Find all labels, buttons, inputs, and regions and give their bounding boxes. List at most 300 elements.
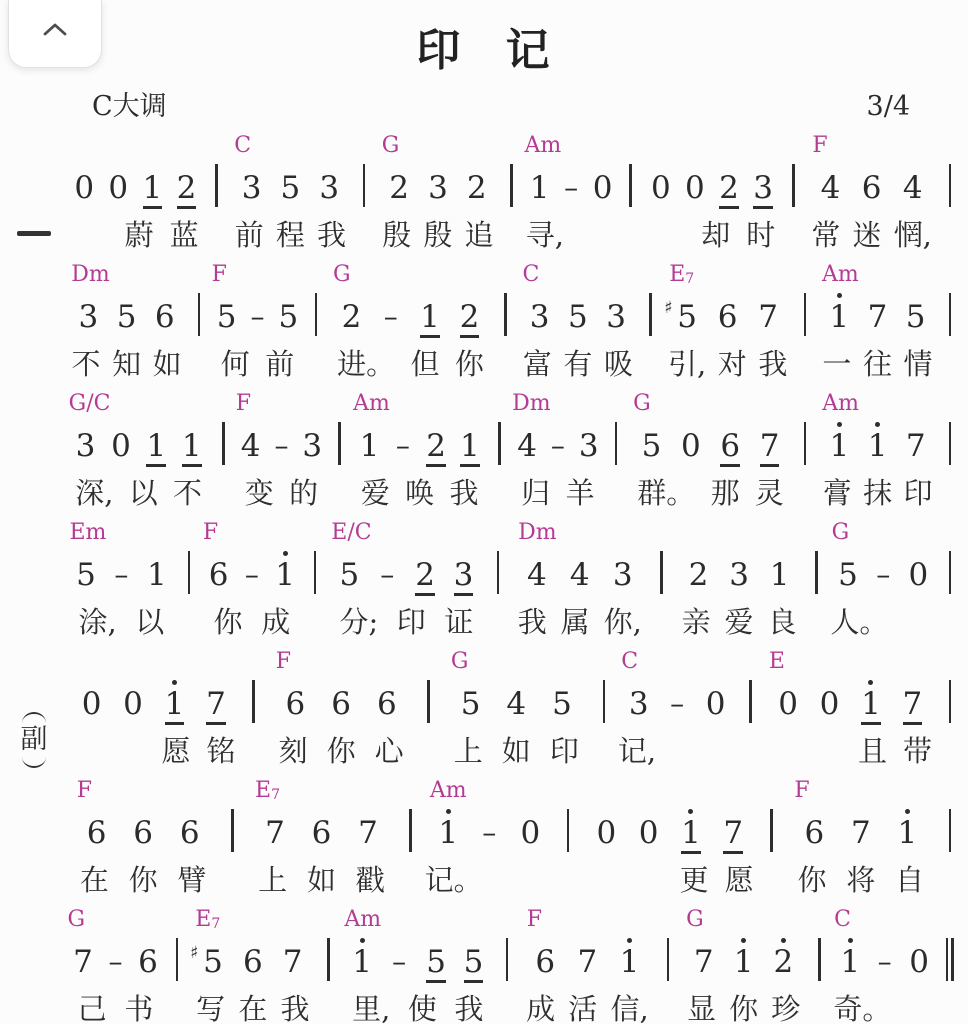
notes-row: [322, 288, 500, 338]
eighth-underline: [438, 851, 458, 854]
eighth-underline: [165, 722, 185, 725]
barline-mark: [818, 933, 821, 983]
barline: [598, 648, 610, 774]
note: [464, 935, 484, 983]
note: [360, 419, 380, 467]
note: [243, 935, 263, 983]
octave-dot: [172, 680, 177, 685]
bar-stroke: [188, 551, 191, 594]
note: [342, 290, 362, 338]
note-number: 6: [861, 170, 882, 206]
note-number: –: [670, 687, 685, 720]
note: [829, 290, 849, 338]
note-number: 6: [179, 815, 200, 851]
lyrics-row: [518, 209, 625, 258]
barline: [492, 519, 504, 645]
measure: [60, 261, 193, 387]
measure: [674, 906, 814, 1024]
bar-stroke: [338, 422, 341, 465]
notes-row: [822, 546, 944, 596]
note-number: 7: [758, 299, 779, 335]
barline-mark: [949, 159, 952, 209]
eighth-underline: [467, 206, 487, 209]
octave-dot: [360, 938, 365, 943]
barline: [423, 648, 435, 774]
measure: [417, 777, 562, 903]
lyric-syllable: 带: [902, 734, 932, 768]
chord-label: Dm: [518, 520, 557, 545]
note: [830, 419, 850, 467]
chord-label: G: [450, 649, 469, 674]
note-number: 6: [242, 944, 263, 980]
bar-stroke: [949, 293, 952, 336]
notes-row: [60, 417, 217, 467]
eighth-underline: [133, 851, 153, 854]
bar-stroke: [615, 422, 618, 465]
eighth-underline: [734, 980, 754, 983]
bar-stroke: [792, 164, 795, 207]
chord-label: C: [621, 649, 639, 674]
bar-stroke: [409, 809, 412, 852]
barline: [813, 906, 825, 1024]
lyric-syllable: 引,: [668, 347, 707, 381]
lyric-syllable: 人。: [830, 605, 889, 639]
notes-row: [195, 546, 309, 596]
barline-mark: [815, 546, 818, 596]
eighth-underline: [770, 593, 790, 596]
note: [209, 548, 229, 596]
chord-label: [668, 519, 811, 546]
note-number: 7: [358, 815, 378, 851]
note: [177, 161, 197, 209]
system-content: [60, 390, 956, 516]
note-number: 5: [463, 944, 484, 980]
barline: [944, 390, 956, 516]
note-number: 2: [341, 299, 362, 335]
eighth-underline: [774, 980, 794, 983]
barline: [944, 132, 956, 258]
barline: [656, 519, 668, 645]
note-number: 1: [619, 944, 640, 980]
notes-row: [574, 804, 766, 854]
bar-stroke: [567, 809, 570, 852]
lyrics-row: [417, 854, 562, 903]
lyric-syllable: 如: [152, 347, 182, 381]
barline: [193, 261, 205, 387]
lyric-syllable: 己: [77, 992, 107, 1024]
bar-stroke: [949, 680, 952, 723]
system-content: [60, 132, 956, 258]
eighth-underline: [668, 722, 687, 725]
lyric-syllable: 对: [717, 347, 747, 381]
lyric-syllable: 深,: [75, 476, 114, 510]
measure: [610, 648, 745, 774]
note: [190, 935, 223, 983]
key-label: C大调: [92, 91, 167, 122]
note: [460, 419, 480, 467]
bar-stroke: [804, 293, 807, 336]
chord-label: Am: [344, 907, 382, 932]
note-number: 3: [729, 557, 749, 593]
eighth-underline: [242, 593, 261, 596]
lyric-syllable: 殷: [423, 218, 453, 252]
note-number: –: [383, 300, 398, 333]
note-number: 3: [453, 557, 474, 593]
eighth-underline: [548, 464, 567, 467]
bar-stroke: [327, 938, 330, 981]
barline-mark: [222, 417, 225, 467]
notes-row: [60, 933, 171, 983]
note-number: 1: [438, 815, 459, 851]
barline-mark: [176, 933, 179, 983]
chord-label: F: [794, 778, 810, 803]
lyric-syllable: 如: [306, 863, 336, 897]
eighth-underline: [578, 980, 598, 983]
lyric-syllable: 却: [701, 218, 731, 252]
note: [217, 290, 237, 338]
note-number: –: [564, 171, 579, 204]
barline: [562, 777, 574, 903]
barline: [625, 132, 637, 258]
sustain-dash: [242, 548, 261, 596]
chord-label: $E_7$: [195, 907, 221, 932]
eighth-underline: [830, 464, 850, 467]
note-number: 5: [677, 299, 697, 335]
lyric-syllable: 不: [173, 476, 203, 510]
chord-label: G/C: [68, 391, 111, 416]
lyrics-row: [60, 854, 226, 903]
bar-stroke: [504, 293, 507, 336]
sharp-icon: ♯: [190, 943, 199, 963]
notes-row: [811, 288, 944, 338]
system-content: [60, 648, 956, 774]
lyric-syllable: 吸: [603, 347, 633, 381]
lyric-syllable: 印: [903, 476, 933, 510]
lyrics-row: [637, 209, 788, 258]
octave-dot: [905, 809, 910, 814]
eighth-underline: [480, 851, 499, 854]
eighth-underline: [286, 722, 306, 725]
lyric-syllable: 你: [326, 734, 356, 768]
note-number: 6: [133, 815, 154, 851]
lyrics-row: [513, 983, 662, 1024]
note: [111, 419, 131, 467]
lyric-syllable: 分;: [339, 605, 379, 639]
measure: [435, 648, 598, 774]
barline-mark: [770, 804, 773, 854]
lyric-syllable: 你,: [603, 605, 642, 639]
note-number: –: [274, 429, 289, 462]
lyrics-row: [346, 467, 494, 516]
barline-mark: [629, 159, 632, 209]
chord-extension: 7: [271, 787, 281, 803]
note: [146, 419, 166, 467]
notes-row: [229, 417, 333, 467]
barline-mark: [949, 417, 952, 467]
eighth-underline: [723, 851, 743, 854]
eighth-underline: [820, 722, 840, 725]
lyric-syllable: 你: [454, 347, 484, 381]
eighth-underline: [111, 464, 131, 467]
lyric-syllable: 爱: [360, 476, 390, 510]
note-number: 5: [116, 299, 137, 335]
barline-mark: [252, 675, 255, 725]
sustain-dash: [875, 935, 894, 983]
note: [460, 290, 480, 338]
note: [718, 290, 738, 338]
note-number: 6: [311, 815, 332, 851]
notes-row: [60, 159, 211, 209]
lyrics-row: [60, 596, 183, 645]
note-number: 5: [76, 557, 96, 593]
lyric-syllable: 奇。: [833, 992, 892, 1024]
barline-mark: [497, 546, 500, 596]
note: [517, 419, 537, 467]
eighth-underline: [579, 464, 599, 467]
note: [620, 935, 640, 983]
note: [606, 290, 626, 338]
lyric-syllable: 程: [275, 218, 305, 252]
measure: [229, 390, 333, 516]
lyric-syllable: 良: [767, 605, 797, 639]
lyric-syllable: 羊: [565, 476, 595, 510]
bar-stroke: [215, 164, 218, 207]
notes-row: [335, 933, 501, 983]
system-4: [8, 519, 956, 645]
lyric-syllable: 知: [112, 347, 142, 381]
eighth-underline: [420, 335, 440, 338]
note-number: 5: [838, 557, 858, 593]
note: [906, 290, 926, 338]
octave-dot: [875, 422, 880, 427]
note-number: 1: [146, 428, 167, 464]
barline-mark: [603, 675, 606, 725]
sustain-dash: [378, 548, 397, 596]
note-number: 4: [569, 557, 590, 593]
lyric-syllable: 显: [686, 992, 716, 1024]
lyric-syllable: 印: [549, 734, 579, 768]
system-content: [60, 906, 956, 1024]
eighth-underline: [217, 335, 237, 338]
barline: [644, 261, 656, 387]
note-number: 0: [74, 170, 95, 206]
eighth-underline: [265, 851, 285, 854]
notes-row: [811, 417, 944, 467]
lyric-syllable: 记。: [424, 863, 483, 897]
note-number: 2: [719, 170, 739, 206]
note: [681, 806, 701, 854]
notes-row: [417, 804, 562, 854]
system-content: [60, 519, 956, 645]
chord-label: $E_7$: [669, 262, 695, 287]
note-number: 4: [902, 170, 923, 206]
note: [180, 806, 200, 854]
note: [506, 677, 526, 725]
lyric-syllable: 更: [679, 863, 709, 897]
bar-stroke: [649, 293, 652, 336]
eighth-underline: [906, 464, 926, 467]
collapse-button[interactable]: [8, 0, 102, 68]
lyric-syllable: 我: [758, 347, 788, 381]
note: [689, 548, 709, 596]
lyric-syllable: 膏: [822, 476, 852, 510]
bar-stroke: [314, 551, 317, 594]
note: [438, 806, 458, 854]
chord-label: G: [831, 520, 850, 545]
note: [706, 677, 726, 725]
barline-mark: [567, 804, 570, 854]
note-number: 5: [460, 686, 481, 722]
lyrics-row: [504, 596, 656, 645]
chord-label: G: [633, 391, 651, 416]
lyric-syllable: 不: [71, 347, 101, 381]
eighth-underline: [248, 335, 267, 338]
sustain-dash: [393, 419, 412, 467]
lyric-syllable: 有: [563, 347, 593, 381]
eighth-underline: [117, 335, 137, 338]
bar-stroke: [427, 680, 430, 723]
note-number: 0: [705, 686, 726, 722]
sustain-dash: [480, 806, 499, 854]
note-number: 6: [154, 299, 175, 335]
system-content: [60, 777, 956, 903]
note-number: –: [108, 945, 123, 978]
barline: [217, 390, 229, 516]
lyric-syllable: 灵: [754, 476, 784, 510]
note: [108, 161, 128, 209]
octave-dot: [688, 809, 693, 814]
lyric-syllable: 在: [79, 863, 109, 897]
note: [527, 548, 547, 596]
lyrics-row: [811, 467, 944, 516]
eighth-underline: [906, 335, 926, 338]
note: [206, 677, 226, 725]
barline-mark: [649, 288, 652, 338]
barline: [226, 777, 238, 903]
eighth-underline: [694, 980, 714, 983]
note-number: 3: [78, 299, 99, 335]
eighth-underline: [562, 206, 581, 209]
barline-mark: [504, 288, 507, 338]
lyric-syllable: 惘,: [893, 218, 932, 252]
notes-row: [370, 159, 506, 209]
lyric-syllable: 唤: [405, 476, 435, 510]
lyrics-row: [238, 854, 404, 903]
measure: [518, 132, 625, 258]
eighth-underline: [804, 851, 824, 854]
lyrics-row: [335, 983, 501, 1024]
lyric-syllable: 写: [196, 992, 226, 1024]
eighth-underline: [108, 206, 128, 209]
chord-label: [637, 132, 788, 159]
lyrics-row: [674, 983, 814, 1024]
notes-row: [518, 159, 625, 209]
system-2: [8, 261, 956, 387]
note: [265, 806, 285, 854]
chord-extension: 7: [211, 916, 221, 932]
chord-label: E/C: [331, 520, 372, 545]
eighth-underline: [243, 980, 263, 983]
lyric-syllable: 何: [220, 347, 250, 381]
note: [165, 677, 185, 725]
lyric-syllable: 涂,: [78, 605, 117, 639]
eighth-underline: [597, 851, 617, 854]
note-number: –: [482, 816, 497, 849]
bar-stroke: [815, 551, 818, 594]
note-number: 1: [769, 557, 790, 593]
note-number: 3: [753, 170, 773, 206]
note: [597, 806, 617, 854]
chord-label: G: [67, 907, 86, 932]
note: [758, 290, 778, 338]
note: [426, 935, 446, 983]
note-number: 6: [285, 686, 306, 722]
eighth-underline: [606, 335, 626, 338]
song-title: 印 记: [416, 25, 552, 76]
lyrics-row: [778, 854, 944, 903]
note: [428, 161, 448, 209]
note: [778, 677, 798, 725]
lyric-syllable: 信,: [610, 992, 649, 1024]
eighth-underline: [147, 593, 167, 596]
note: [568, 290, 588, 338]
bar-stroke: [949, 809, 952, 852]
note: [389, 161, 409, 209]
barline: [744, 648, 756, 774]
chord-label: F: [202, 520, 219, 545]
measure: [60, 906, 171, 1024]
eighth-underline: [651, 206, 671, 209]
lyric-syllable: 亲: [681, 605, 711, 639]
barline-mark: [510, 159, 513, 209]
eighth-underline: [681, 464, 701, 467]
note-number: 6: [717, 299, 738, 335]
lyrics-row: [799, 209, 944, 258]
note-number: 5: [568, 299, 588, 335]
lyrics-row: [60, 983, 171, 1024]
eighth-underline: [377, 722, 397, 725]
note-number: 6: [720, 428, 741, 464]
note: [903, 677, 923, 725]
eighth-underline: [272, 464, 291, 467]
note-number: 6: [86, 815, 107, 851]
bar-stroke: [506, 938, 509, 981]
lyrics-row: [183, 983, 323, 1024]
measure: [321, 519, 492, 645]
bar-stroke: [949, 164, 952, 207]
lyric-syllable: 书: [124, 992, 154, 1024]
eighth-underline: [143, 206, 163, 209]
lyric-syllable: 活: [568, 992, 598, 1024]
eighth-underline: [241, 464, 261, 467]
lyric-syllable: 我: [517, 605, 547, 639]
note: [861, 677, 881, 725]
note-number: 1: [529, 170, 550, 206]
barline-mark: [804, 288, 807, 338]
note: [155, 290, 175, 338]
lyric-syllable: 殷: [382, 218, 412, 252]
lyric-syllable: 成: [261, 605, 291, 639]
eighth-underline: [182, 464, 202, 467]
sustain-dash: [668, 677, 687, 725]
barline: [610, 390, 622, 516]
lyric-syllable: 你: [213, 605, 243, 639]
time-signature: 3/4: [866, 91, 910, 122]
eighth-underline: [521, 851, 541, 854]
note-number: 6: [208, 557, 229, 593]
lyrics-row: [622, 467, 799, 516]
measure: [322, 261, 500, 387]
